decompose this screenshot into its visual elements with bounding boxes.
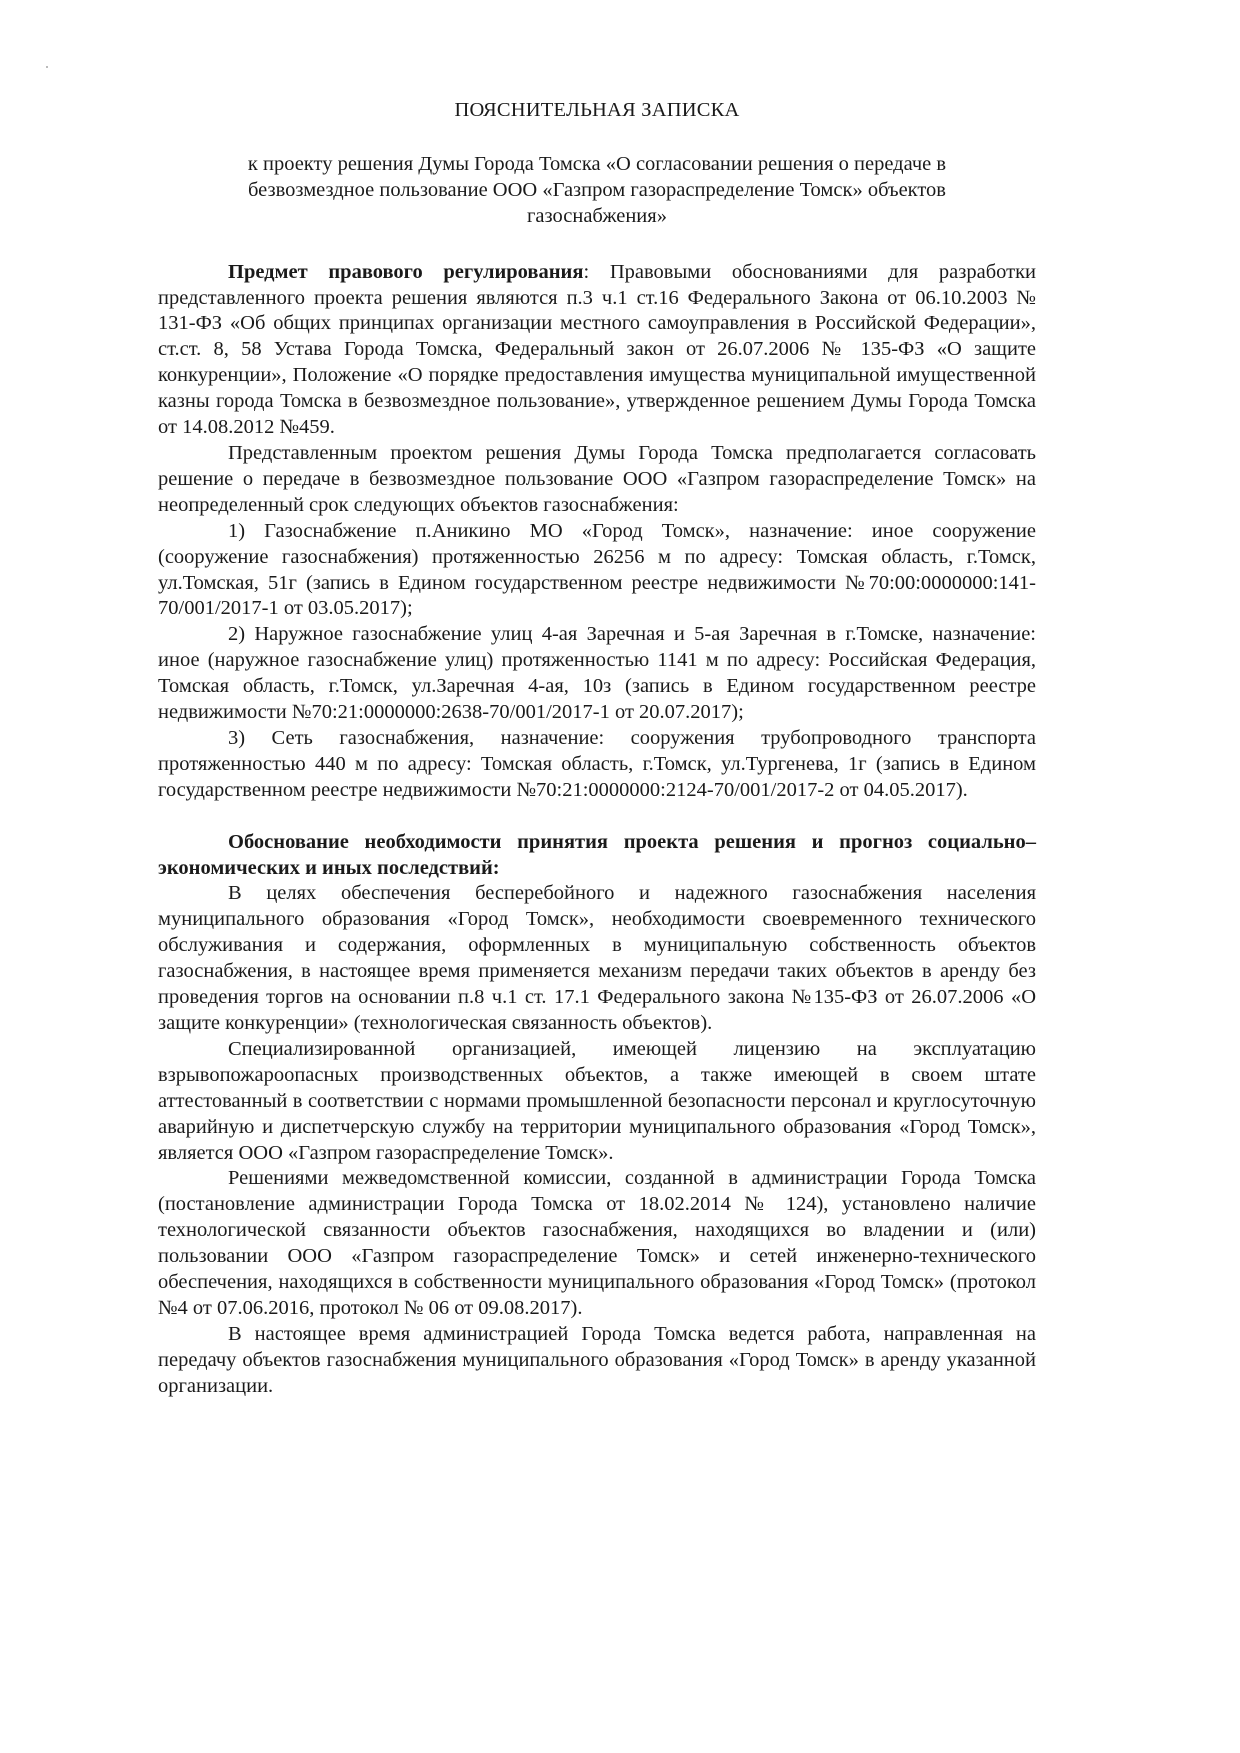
- document-page: [158, 98, 1036, 1400]
- scan-speck: [46, 66, 48, 68]
- paragraph: Решениями межведомственной комиссии, созданной в администрации Города Томска (постановление администрации Города Томска от 18.02.2014 № 124), установлено наличие технологической связанности объектов газоснабжения, находящихся во владении и (или) пользовании ООО «Газпром газораспределение Томск» и сетей инженерно-технического обеспечения, находящихся в собственности муниципального образования «Город Томск» (протокол №4 от 07.06.2016, протокол № 06 от 09.08.2017).: [158, 1167, 1036, 1319]
- paragraph: В целях обеспечения бесперебойного и надежного газоснабжения населения муниципального образования «Город Томск», необходимости своевременного технического обслуживания и содержания, оформленных в муниципальную собственность объектов газоснабжения, в настоящее время применяется механизм передачи таких объектов в аренду без проведения торгов на основании п.8 ч.1 ст. 17.1 Федерального закона №135-ФЗ от 26.07.2006 «О защите конкуренции» (технологическая связанность объектов).: [158, 882, 1036, 1034]
- document-subtitle: к проекту решения Думы Города Томска «О согласовании решения о передаче в безвозмездное пользование ООО «Газпром газораспределение Томск» объектов газоснабжения»: [247, 152, 947, 227]
- paragraph: В настоящее время администрацией Города Томска ведется работа, направленная на передачу объектов газоснабжения муниципального образования «Город Томск» в аренду указанной организации.: [158, 1322, 1036, 1397]
- list-item: 2) Наружное газоснабжение улиц 4-ая Заречная и 5-ая Заречная в г.Томске, назначение: иное (наружное газоснабжение улиц) протяженностью 1141 м по адресу: Российская Федерация, Томская область, г.Томск, ул.Заречная 4-ая, 10з (запись в Едином государственном реестре недвижимости №70:21:0000000:2638-70/001/2017-1 от 20.07.2017);: [158, 623, 1036, 724]
- list-item: 1) Газоснабжение п.Аникино МО «Город Томск», назначение: иное сооружение (сооружение газоснабжения) протяженностью 26256 м по адресу: Томская область, г.Томск, ул.Томская, 51г (запись в Едином государственном реестре недвижимости №70:00:0000000:141-70/001/2017-1 от 03.05.2017);: [158, 519, 1036, 620]
- paragraph: Представленным проектом решения Думы Города Томска предполагается согласовать решение о передаче в безвозмездное пользование ООО «Газпром газораспределение Томск» на неопределенный срок следующих объектов газоснабжения:: [158, 441, 1036, 516]
- document-title: ПОЯСНИТЕЛЬНАЯ ЗАПИСКА: [454, 99, 740, 121]
- section-legal-basis: [158, 260, 1036, 804]
- paragraph: Предмет правового регулирования: Правовыми обоснованиями для разработки представленного проекта решения являются п.3 ч.1 ст.16 Федерального Закона от 06.10.2003 № 131-ФЗ «Об общих принципах организации местного самоуправления в Российской Федерации», ст.ст. 8, 58 Устава Города Томска, Федеральный закон от 26.07.2006 № 135-ФЗ «О защите конкуренции», Положение «О порядке предоставления имущества муниципальной имущественной казны города Томска в безвозмездное пользование», утвержденное решением Думы Города Томска от 14.08.2012 №459.: [158, 260, 1036, 439]
- section-heading: Обоснование необходимости принятия проекта решения и прогноз социально–экономических и иных последствий:: [158, 830, 1036, 879]
- section-heading: Предмет правового регулирования: [228, 260, 584, 283]
- list-item: 3) Сеть газоснабжения, назначение: сооружения трубопроводного транспорта протяженностью 440 м по адресу: Томская область, г.Томск, ул.Тургенева, 1г (запись в Едином государственном реестре недвижимости №70:21:0000000:2124-70/001/2017-2 от 04.05.2017).: [158, 726, 1036, 801]
- paragraph: Специализированной организацией, имеющей лицензию на эксплуатацию взрывопожароопасных производственных объектов, а также имеющей в своем штате аттестованный в соответствии с нормами промышленной безопасности персонал и круглосуточную аварийную и диспетчерскую службу на территории муниципального образования «Город Томск», является ООО «Газпром газораспределение Томск».: [158, 1037, 1036, 1164]
- section-justification: [158, 830, 1036, 1400]
